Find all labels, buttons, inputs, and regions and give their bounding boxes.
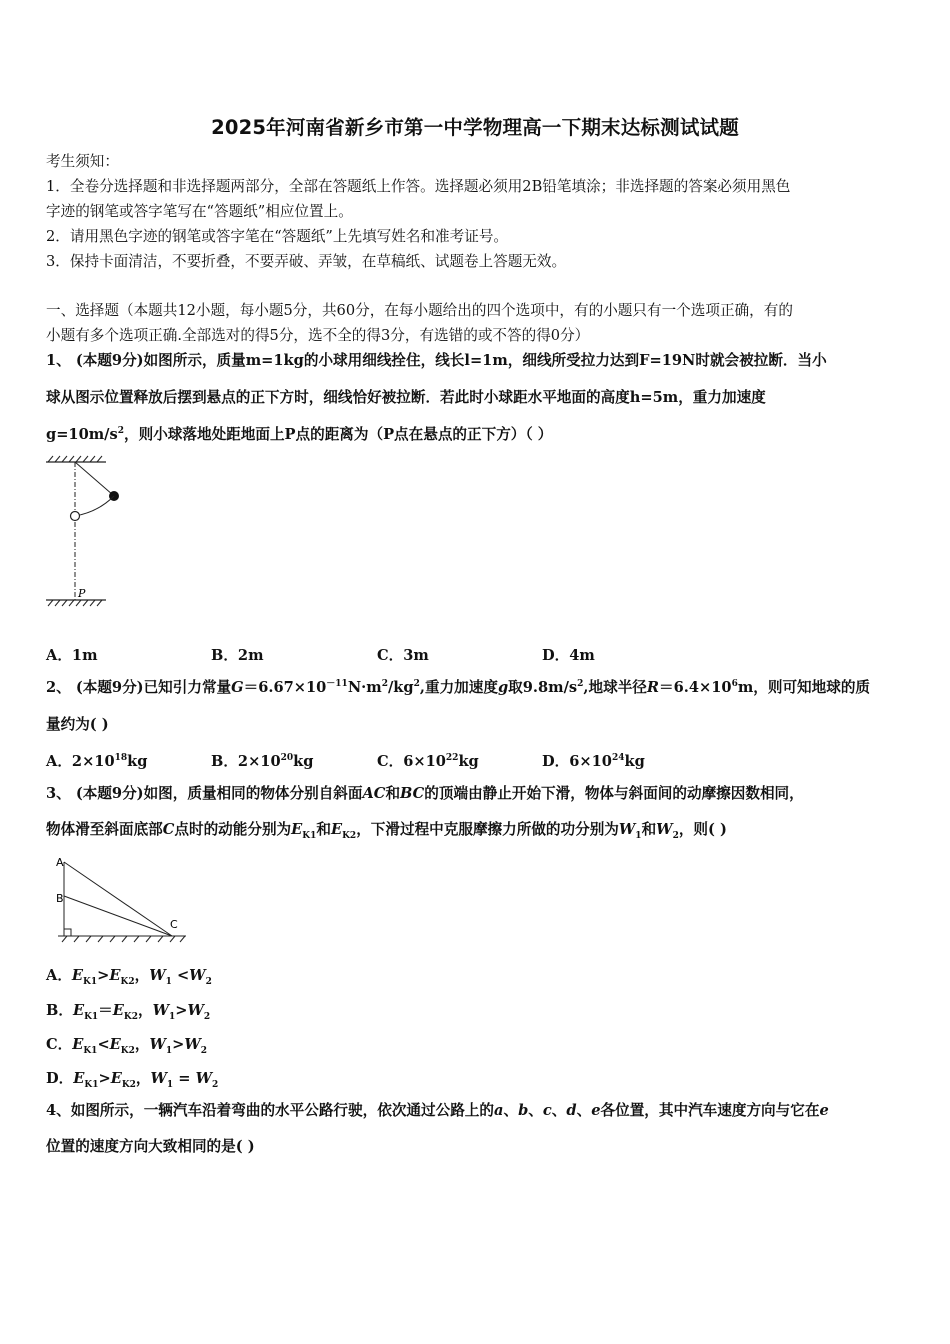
exam-title: 2025年河南省新乡市第一中学物理高一下期末达标测试试题 [211,116,739,139]
q1-option-c: C．3m [377,647,429,664]
q4-text-line-2: 位置的速度方向大致相同的是( ) [46,1138,255,1155]
point-p-label: P [78,587,86,600]
notice-item-3: 3．保持卡面清洁，不要折叠，不要弄破、弄皱，在草稿纸、试题卷上答题无效。 [46,253,567,270]
q1-option-a: A．1m [46,647,98,664]
point-b-label: B [56,892,64,905]
q2-option-d: D．$6\times 10^{24}kg$ [542,753,645,770]
q3-option-d: D．$E_{K1}>E_{K2}$，$W_1 = W_2$ [46,1070,219,1090]
q1-option-b: B．2m [211,647,264,664]
q2-option-b: B．$2\times 10^{20}kg$ [211,753,314,770]
q3-text-line-1: 3、 (本题9分)如图，质量相同的物体分别自斜面AC和BC的顶端由静止开始下滑，物体与斜面间的动摩擦因数相同， [46,785,804,802]
q2-option-a: A．$2\times 10^{18}kg$ [46,753,148,770]
q3-option-c: C．$E_{K1}<E_{K2}$，$W_1>W_2$ [46,1036,208,1056]
q3-text-line-2: 物体滑至斜面底部C点时的动能分别为$E_{K1}$和$E_{K2}$，下滑过程中克服摩擦力所做的功分别为$W_1$和$W_2$，则( ) [46,821,727,841]
pendulum-figure [40,452,120,612]
q3-option-b: B．$E_{K1}=E_{K2}$，$W_1>W_2$ [46,1002,211,1022]
q2-option-c: C．$6\times 10^{22}kg$ [377,753,479,770]
incline-figure [48,852,193,947]
notice-item-2: 2．请用黑色字迹的钢笔或答字笔在“答题纸”上先填写姓名和准考证号。 [46,228,509,245]
q1-text-line-3: $g=10m/s^2$，则小球落地处距地面上P点的距离为（P点在悬点的正下方）（ ） [46,426,553,443]
section-intro-cont: 小题有多个选项正确.全部选对的得5分，选不全的得3分，有选错的或不答的得0分） [46,327,590,344]
q1-text-line-2: 球从图示位置释放后摆到悬点的正下方时，细线恰好被拉断．若此时小球距水平地面的高度h=5m，重力加速度 [46,389,766,406]
q3-option-a: A．$E_{K1}>E_{K2}$，$W_1 <W_2$ [46,967,212,987]
q4-text-line-1: 4、如图所示，一辆汽车沿着弯曲的水平公路行驶，依次通过公路上的a、b、c、d、e各位置，其中汽车速度方向与它在e [46,1102,829,1119]
notice-item-1-cont: 字迹的钢笔或答字笔写在“答题纸”相应位置上。 [46,203,353,220]
point-a-label: A [56,856,64,869]
q1-option-d: D．4m [542,647,595,664]
q1-text-line-1: 1、 (本题9分)如图所示，质量m=1kg的小球用细线拴住，线长l=1m，细线所受拉力达到F=19N时就会被拉断．当小 [46,352,827,369]
q2-text-line-2: 量约为( ) [46,716,109,733]
notice-item-1: 1．全卷分选择题和非选择题两部分，全部在答题纸上作答。选择题必须用2B铅笔填涂；非选择题的答案必须用黑色 [46,178,791,195]
section-intro: 一、选择题（本题共12小题，每小题5分，共60分，在每小题给出的四个选项中，有的小题只有一个选项正确，有的 [46,302,793,319]
point-c-label: C [170,918,178,931]
q2-text-line-1: 2、 (本题9分)已知引力常量$G=6.67\times 10^{-11}N\cdot m^2/kg^2$,重力加速度g取$9.8m/s^2$,地球半径$R=6.4\times 10^6m$，则可知地球的质 [46,679,871,696]
notice-heading: 考生须知： [46,153,119,170]
